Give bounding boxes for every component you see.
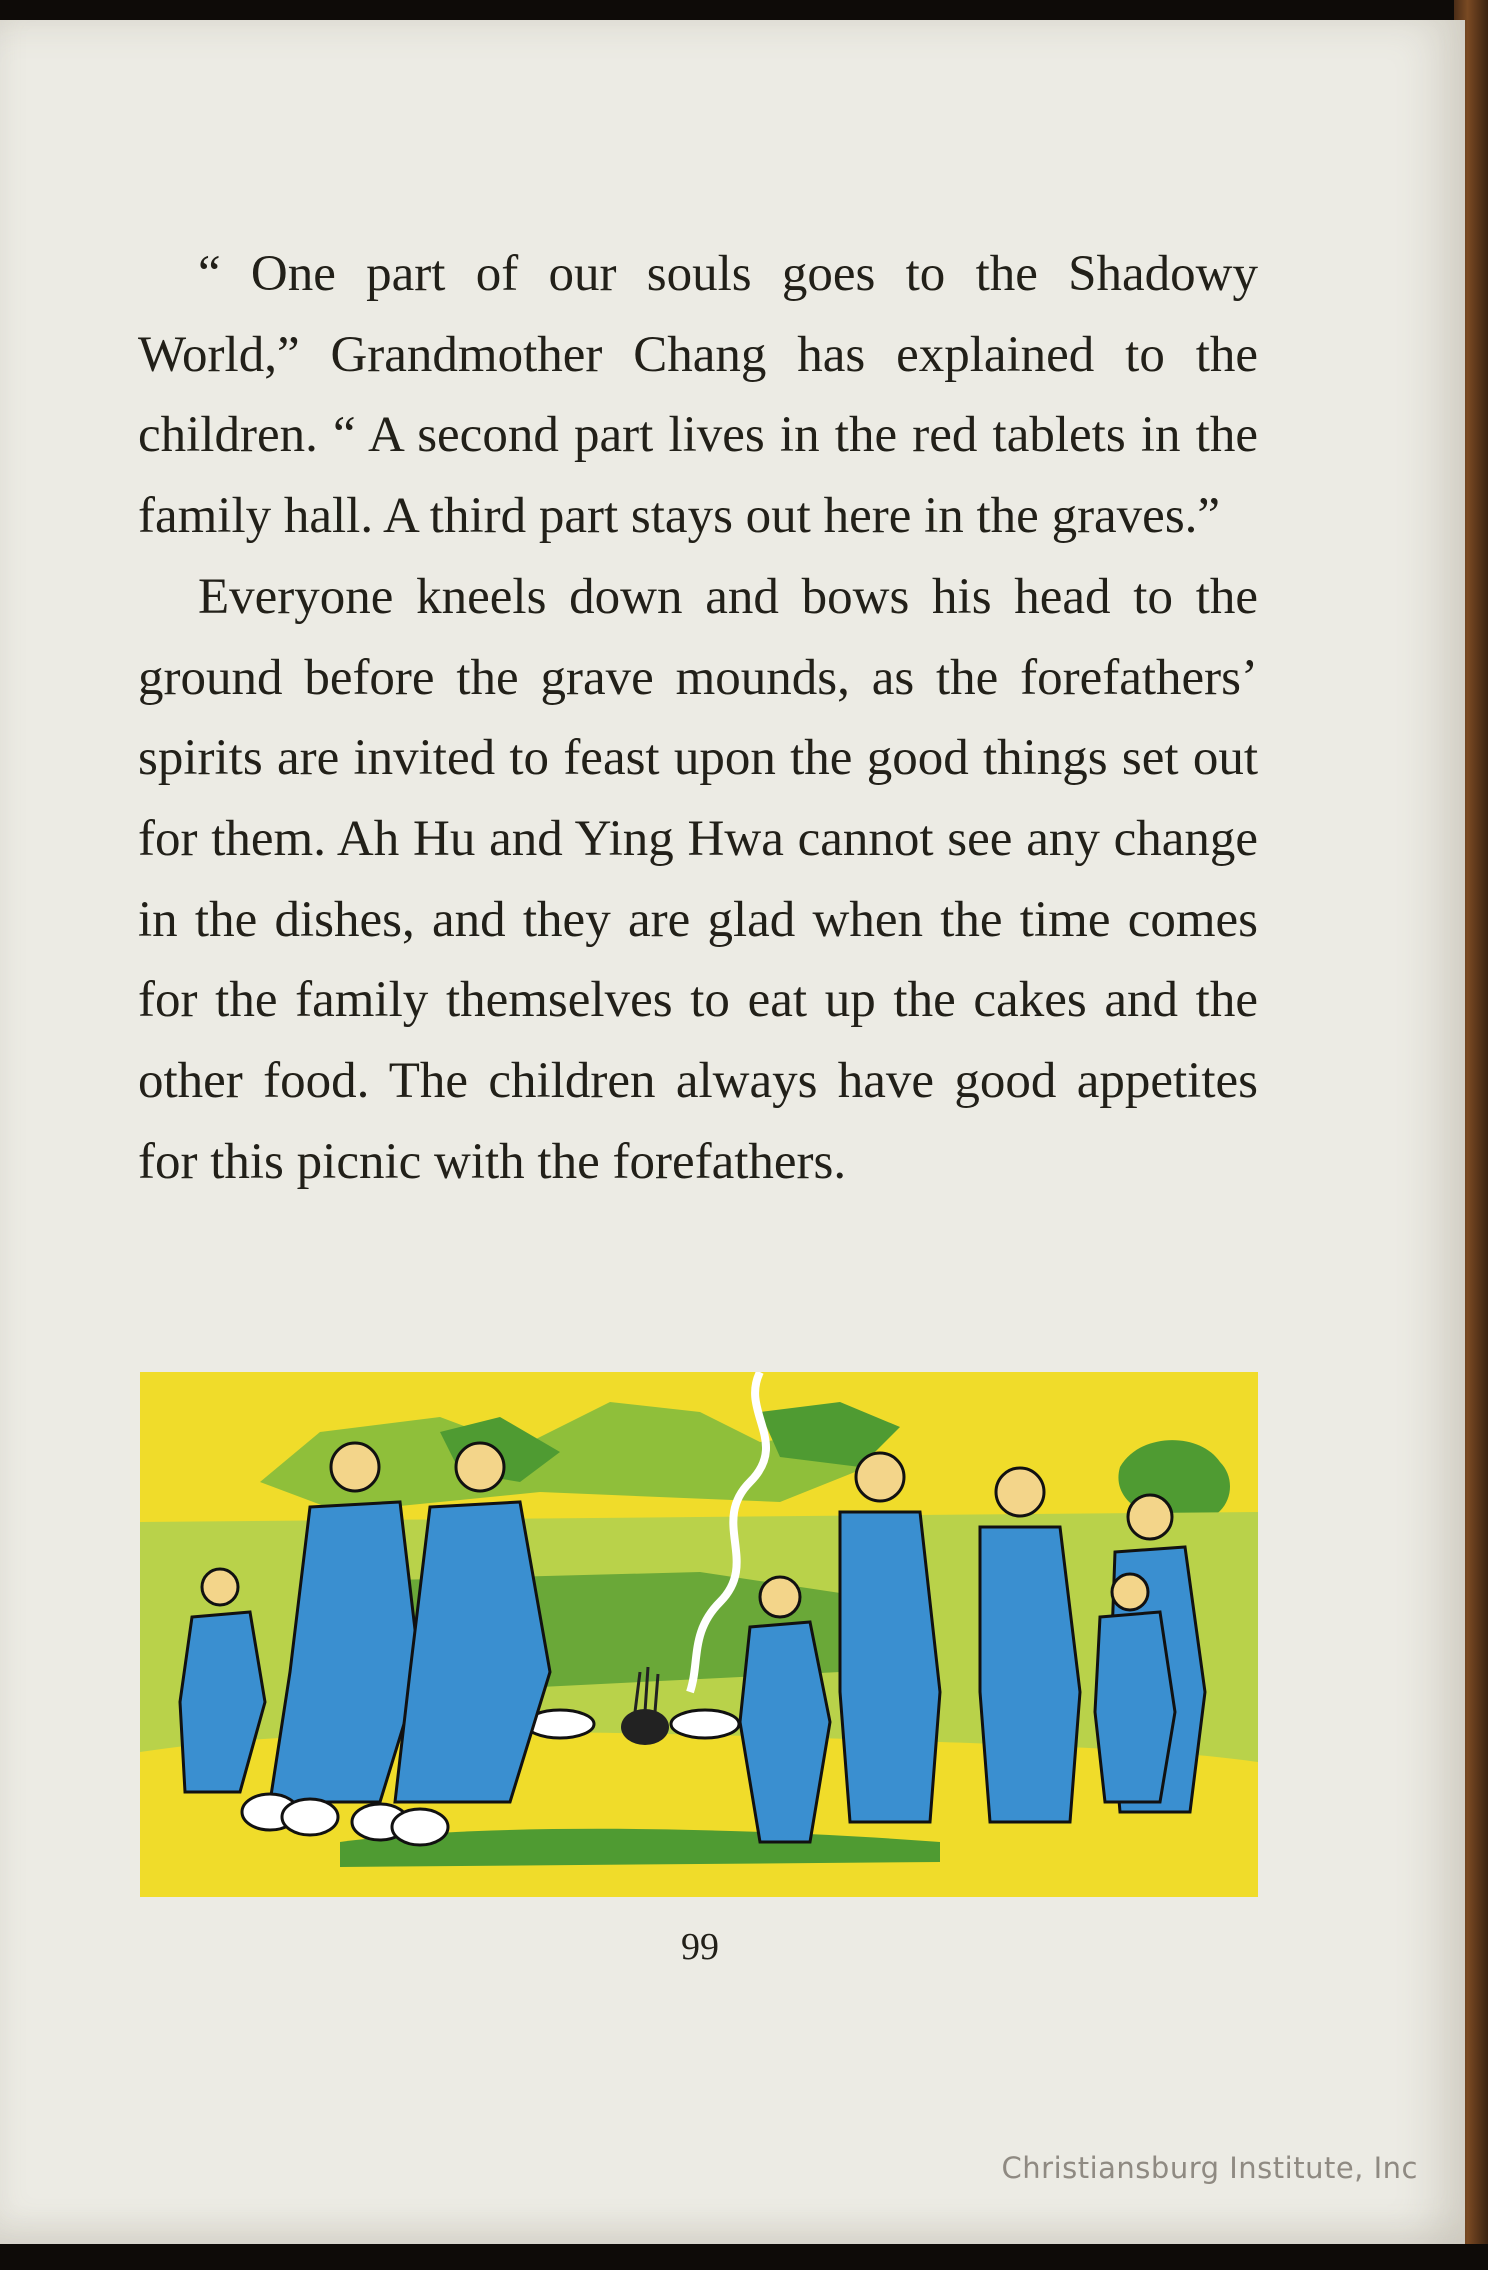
page-number: 99 bbox=[681, 1926, 719, 1968]
page-bottom-edge bbox=[0, 2244, 1488, 2270]
paragraph-2: Everyone kneels down and bows his head to the ground before the grave mounds, as the forefathers’ spirits are invited to feast upon the good things set out for them. Ah Hu and Ying Hwa cannot see any change in the dishes, and they are glad when the time comes for the family themselves to eat up the cakes and the other food. The children always have good appetites for this picnic with the forefathers. bbox=[138, 568, 1258, 1190]
illustration-grave-offering bbox=[140, 1372, 1258, 1897]
paragraph-1: “ One part of our souls goes to the Shadowy World,” Grandmother Chang has explained to the children. “ A second part lives in the red tablets in the family hall. A third part stays out here in the graves.” bbox=[138, 246, 1258, 545]
incense-burner bbox=[621, 1709, 669, 1745]
book-page bbox=[0, 20, 1465, 2245]
body-text bbox=[138, 234, 1258, 1202]
offering-dish-right bbox=[671, 1710, 739, 1738]
watermark-text: Christiansburg Institute, Inc bbox=[1001, 2151, 1418, 2185]
